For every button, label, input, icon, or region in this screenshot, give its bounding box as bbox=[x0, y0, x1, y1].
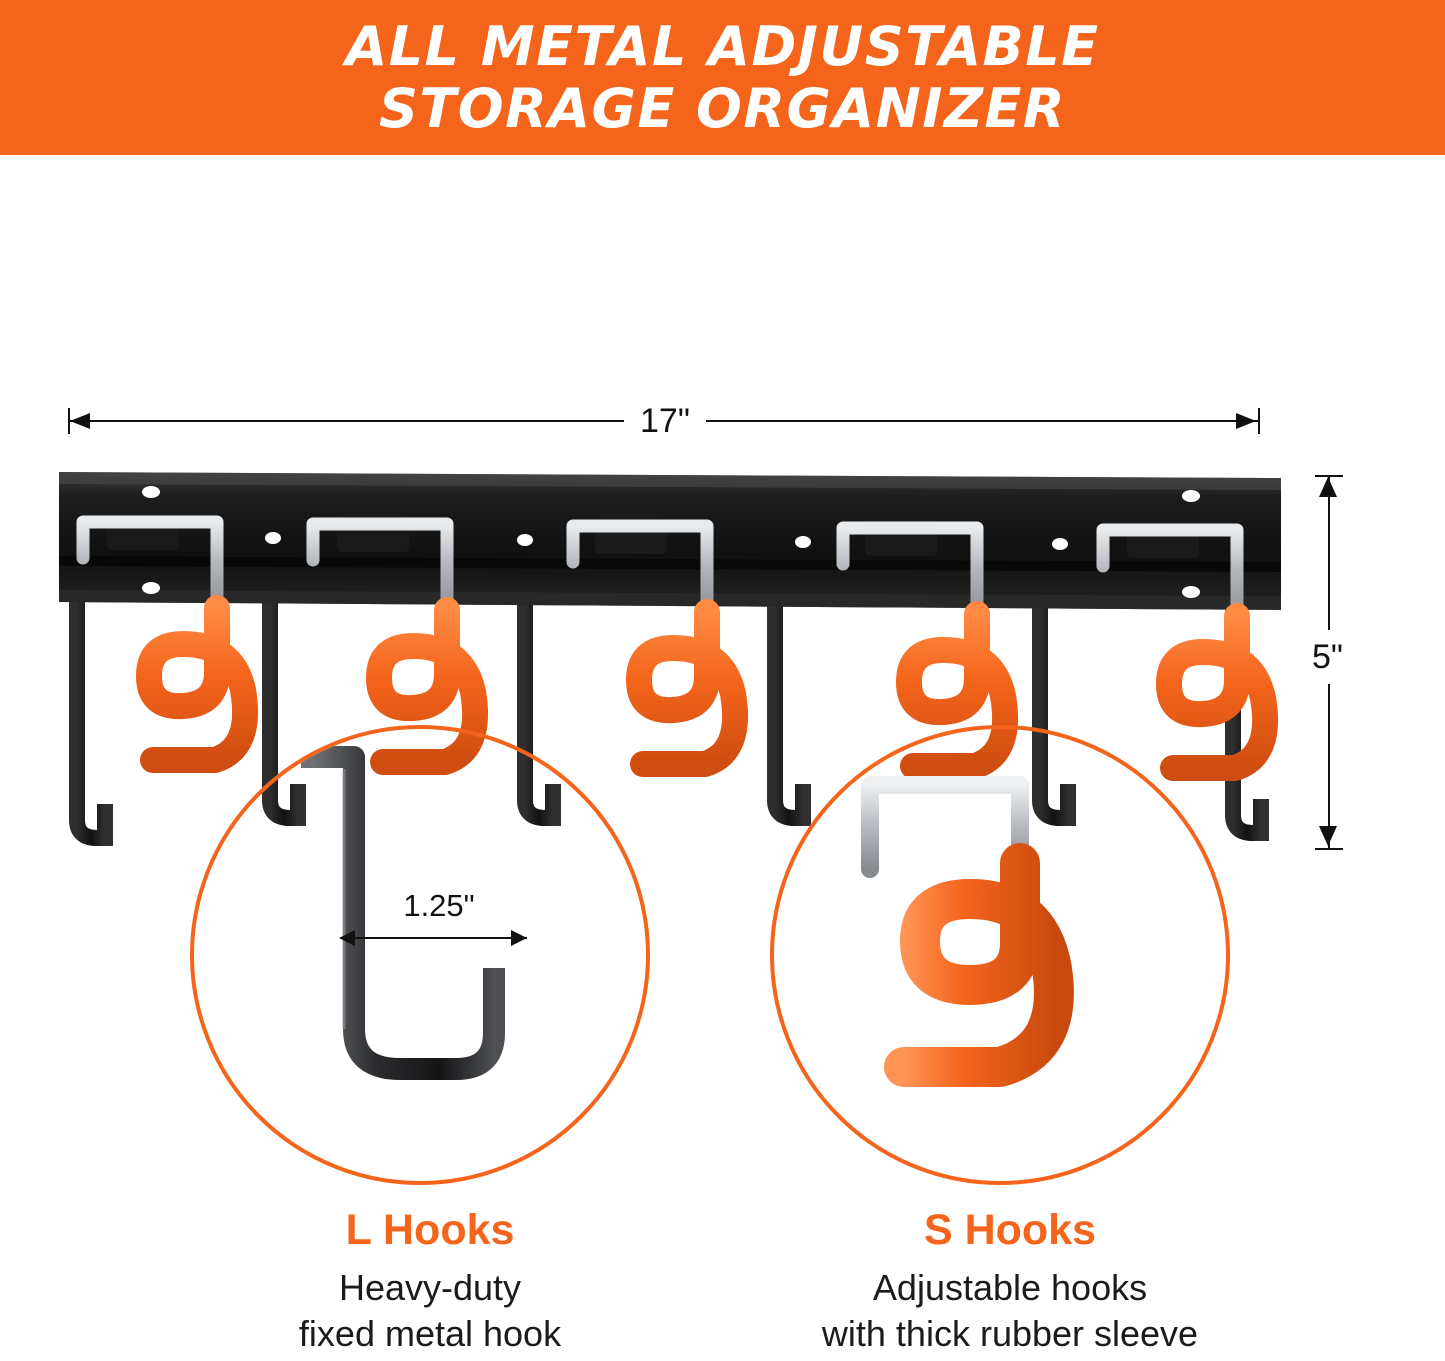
callout-section bbox=[0, 725, 1445, 1361]
l-hooks-description-line-2: fixed metal hook bbox=[298, 1313, 562, 1354]
s-hook-orange-sleeve bbox=[904, 863, 1054, 1067]
callout-l-hooks bbox=[110, 725, 750, 1361]
l-hook-inner-dimension bbox=[339, 889, 539, 959]
s-hook-steel-bracket bbox=[870, 785, 1020, 869]
width-dimension-cap-right bbox=[1258, 408, 1260, 434]
product-image-area bbox=[0, 160, 1445, 720]
l-hooks-description bbox=[110, 1265, 750, 1357]
arrow-left-icon bbox=[70, 413, 90, 429]
height-dimension-label: 5" bbox=[1310, 630, 1345, 684]
width-dimension-arrow bbox=[68, 402, 1260, 440]
banner-title-line-2: STORAGE ORGANIZER bbox=[378, 76, 1067, 140]
arrow-up-icon bbox=[1319, 477, 1337, 497]
l-hook-detail-circle bbox=[190, 725, 650, 1185]
s-hook-detail-circle bbox=[770, 725, 1230, 1185]
s-hooks-title: S Hooks bbox=[923, 1206, 1097, 1254]
s-hooks-description-line-2: with thick rubber sleeve bbox=[821, 1313, 1199, 1354]
l-hooks-title: L Hooks bbox=[345, 1206, 515, 1254]
l-hook-dimension-line bbox=[351, 937, 527, 939]
arrow-right-icon bbox=[1236, 413, 1256, 429]
callout-s-hooks bbox=[690, 725, 1330, 1361]
arrow-left-icon bbox=[339, 930, 355, 946]
l-hook-dimension-label: 1.25" bbox=[403, 888, 475, 923]
banner-title-line-1: ALL METAL ADJUSTABLE bbox=[345, 14, 1100, 78]
header-banner bbox=[0, 0, 1445, 155]
l-hooks-description-line-1: Heavy-duty bbox=[338, 1267, 522, 1308]
arrow-right-icon bbox=[511, 930, 527, 946]
s-hooks-description bbox=[690, 1265, 1330, 1357]
width-dimension-label: 17" bbox=[624, 402, 706, 440]
s-hooks-description-line-1: Adjustable hooks bbox=[872, 1267, 1148, 1308]
